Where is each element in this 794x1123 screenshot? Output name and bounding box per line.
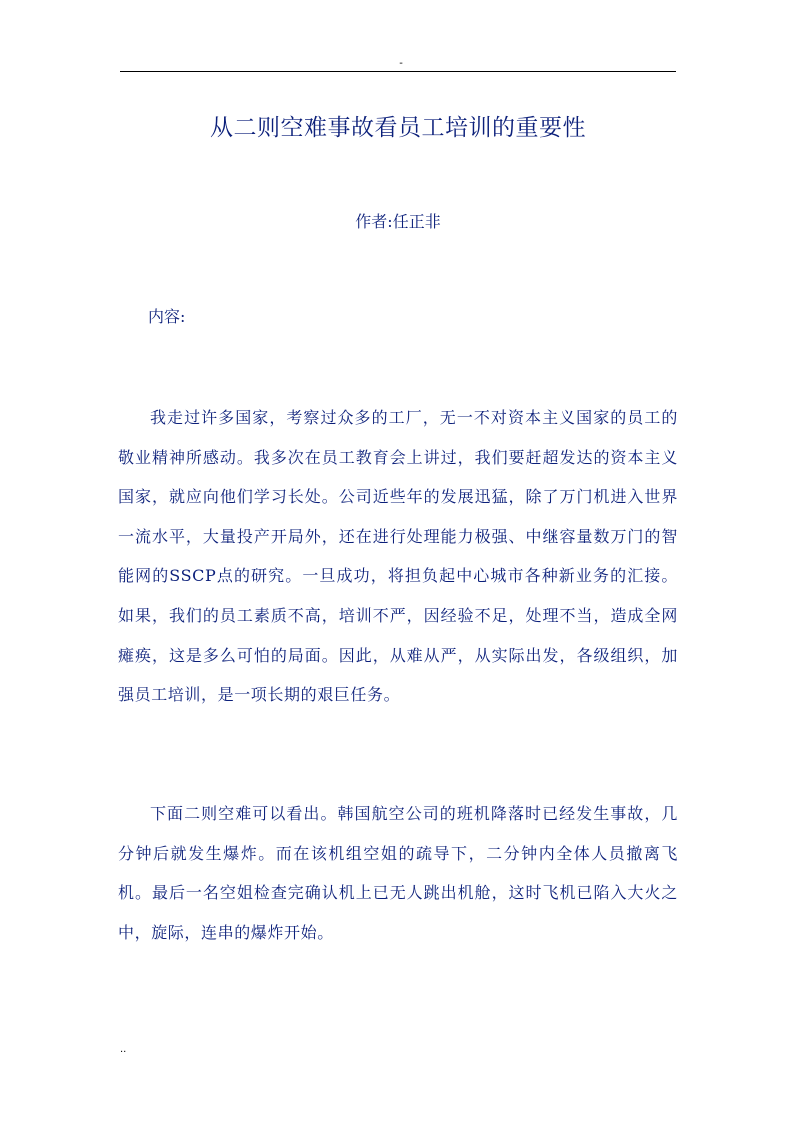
header-mark: - [399,58,403,69]
body-paragraph: 我走过许多国家，考察过众多的工厂，无一不对资本主义国家的员工的敬业精神所感动。我多次在员工教育会上讲过，我们要赶超发达的资本主义国家，就应向他们学习长处。公司近些年的发展迅猛，除了万门机进入世界一流水平，大量投产开局外，还在进行处理能力极强、中继容量数万门的智能网的SSCP点的研究。一旦成功，将担负起中心城市各种新业务的汇接。如果，我们的员工素质不高，培训不严，因经验不足，处理不当，造成全网瘫痪，这是多么可怕的局面。因此，从难从严，从实际出发，各级组织，加强员工培训，是一项长期的艰巨任务。 [118,408,678,705]
header-rule [120,71,676,72]
body-paragraph: 下面二则空难可以看出。韩国航空公司的班机降落时已经发生事故，几分钟后就发生爆炸。而在该机组空姐的疏导下，二分钟内全体人员撤离飞机。最后一名空姐检查完确认机上已无人跳出机舱，这时飞机已陷入大火之中，旋际，连串的爆炸开始。 [118,804,678,942]
document-title: 从二则空难事故看员工培训的重要性 [210,115,586,141]
author-line: 作者:任正非 [355,212,441,231]
content-label: 内容: [148,307,186,326]
footer-mark: .. [120,1044,127,1055]
